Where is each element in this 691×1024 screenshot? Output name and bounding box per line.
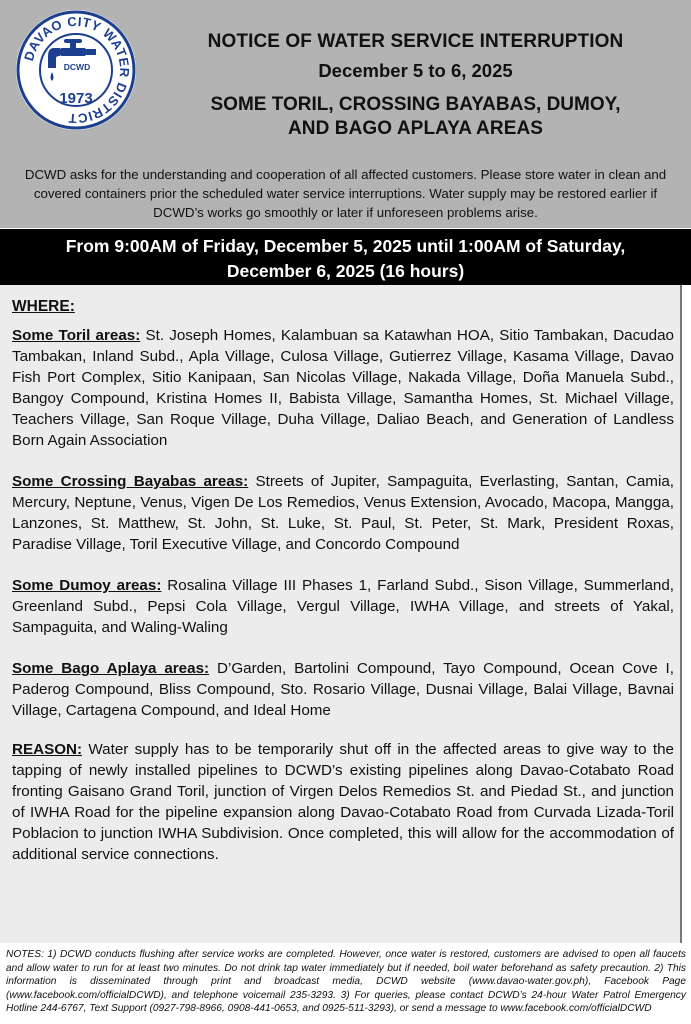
area-paragraph-toril <box>12 325 674 451</box>
dcwd-seal-logo <box>14 8 138 132</box>
header-titles <box>140 30 691 141</box>
area-label: Some Toril areas: <box>12 327 141 344</box>
where-heading: WHERE: <box>12 298 75 315</box>
notes-footer: NOTES: 1) DCWD conducts flushing after service works are completed. However, once water is restored, customers are advised to open all faucets and allow water to run for at least two minutes. Do not drink tap water immediately but if needed, boil water beforehand as safety precaution. 2) This information is disseminated through print and broadcast media, DCWD website (www.davao-water.gov.ph), Facebook Page (www.facebook.com/officialDCWD), and telephone voicemail 235-3293. 3) For queries, please contact DCWD’s 24-hour Water Patrol Emergency Hotline 244-6767, Text Support (0927-798-8966, 0908-441-0653, and 0925-511-3293), or send a message to www.facebook.com/officialDCWD <box>6 949 686 1014</box>
seal-year: 1973 <box>59 90 93 107</box>
area-list: Streets of Jupiter, Sampaguita, Everlasting, Santan, Camia, Mercury, Neptune, Venus, Vigen De Los Remedios, Venus Extension, Avocado, Macopa, Mangga, Lanzones, St. Matthew, St. John, St. Luke, St. Paul, St. Peter, St. Mark, President Roxas, Paradise Village, Toril Executive Village, and Concordo Compound <box>12 473 674 553</box>
reason-text: Water supply has to be temporarily shut off in the affected areas to give way to the tapping of newly installed pipelines to DCWD’s existing pipelines along Davao-Cotabato Road fronting Gaisano Grand Toril, junction of Virgen Delos Remedios St. and Piedad St., and junction of IWHA Road for the pipeline expansion along Davao-Cotabato Road from Curvada Lizada-Toril Poblacion to junction IWHA Subdivision. Once completed, this will allow for the accommodation of additional service connections. <box>12 741 674 863</box>
content-panel <box>0 285 682 943</box>
area-paragraph-dumoy <box>12 575 674 638</box>
area-label: Some Dumoy areas: <box>12 577 162 594</box>
area-list: D’Garden, Bartolini Compound, Tayo Compound, Ocean Cove I, Paderog Compound, Bliss Compound, Sto. Rosario Village, Dusnai Village, Balai Village, Bavnai Village, Cartagena Compound, and Ideal Home <box>12 660 674 719</box>
area-paragraph-crossing-bayabas <box>12 471 674 555</box>
notice-header <box>0 0 691 228</box>
schedule-banner <box>0 229 691 285</box>
area-list: St. Joseph Homes, Kalambuan sa Katawhan HOA, Sitio Tambakan, Dacudao Tambakan, Inland Subd., Apla Village, Culosa Village, Gutierrez Village, Kasama Village, Davao Fish Port Complex, Sitio Kanipaan, San Nicolas Village, Nakada Village, Doña Manuela Subd., Bangoy Compound, Kristina Homes II, Babista Village, Samantha Homes, St. Michael Village, Teachers Village, San Roque Village, Duha Village, Daliao Beach, and Generation of Landless Born Again Association <box>12 327 674 449</box>
area-label: Some Crossing Bayabas areas: <box>12 473 249 490</box>
schedule-line-2: December 6, 2025 (16 hours) <box>226 261 465 281</box>
area-label: Some Bago Aplaya areas: <box>12 660 210 677</box>
affected-areas-line-2: AND BAGO APLAYA AREAS <box>287 118 544 139</box>
affected-areas-line-1: SOME TORIL, CROSSING BAYABAS, DUMOY, <box>210 94 621 115</box>
notice-date: December 5 to 6, 2025 <box>318 60 513 81</box>
area-paragraph-bago-aplaya <box>12 658 674 721</box>
body-text <box>12 291 674 865</box>
schedule-line-1: From 9:00AM of Friday, December 5, 2025 until 1:00AM of Saturday, <box>65 236 626 256</box>
seal-center-text: DCWD <box>63 62 91 72</box>
intro-paragraph: DCWD asks for the understanding and cooperation of all affected customers. Please store water in clean and covered containers prior the scheduled water service interruptions. Water supply may be restored earlier if DCWD’s works go smoothly or later if unforeseen problems arise. <box>24 167 667 220</box>
notice-title: NOTICE OF WATER SERVICE INTERRUPTION <box>207 31 624 52</box>
reason-paragraph <box>12 739 674 865</box>
reason-label: REASON: <box>12 741 83 758</box>
seal-ring-text: DAVAO CITY WATER DISTRICT <box>21 13 133 127</box>
area-list: Rosalina Village III Phases 1, Farland Subd., Sison Village, Summerland, Greenland Subd., Pepsi Cola Village, Vergul Village, IWHA Village, and streets of Yakal, Sampaguita, and Waling-Waling <box>12 577 675 636</box>
